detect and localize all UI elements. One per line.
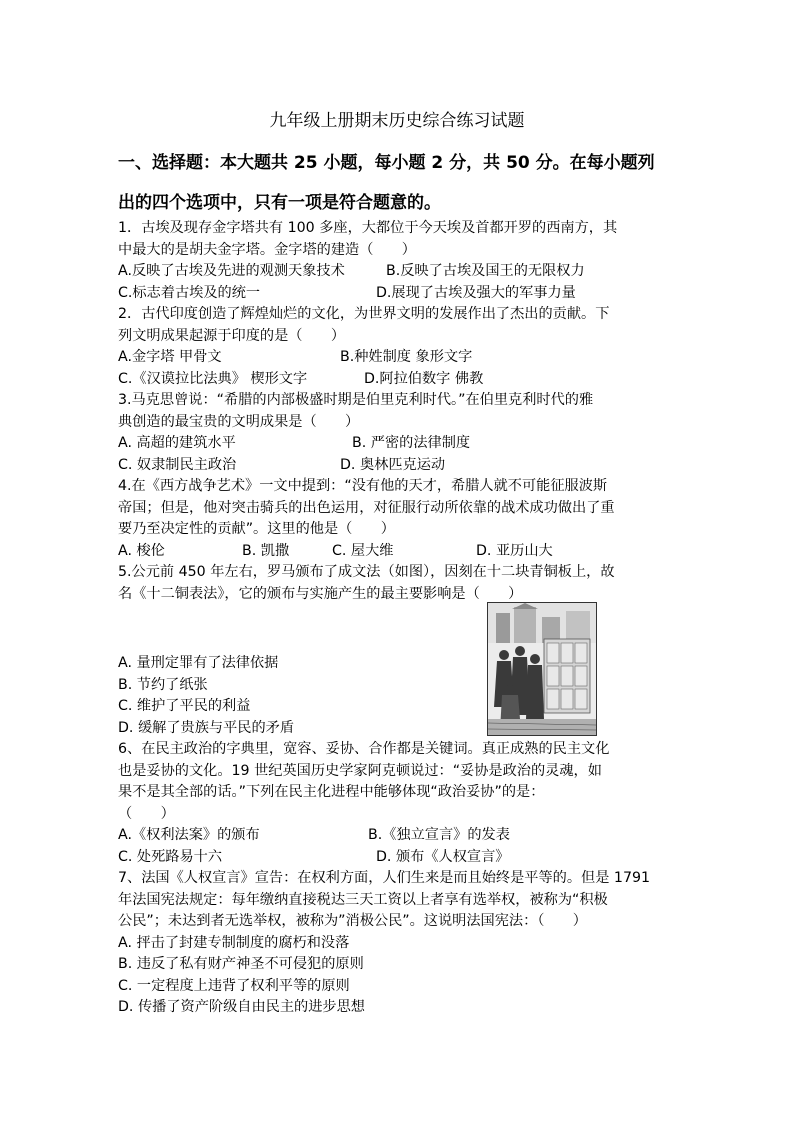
- q3-options-row-2: [118, 455, 686, 477]
- q1-stem-line-2: 中最大的是胡夫金字塔。金字塔的建造（ ）: [118, 241, 416, 258]
- q4-stem-line-2: 帝国；但是，他对突击骑兵的出色运用，对征服行动所依靠的战术成功做出了重: [118, 499, 615, 516]
- q6-option-c: C. 处死路易十六: [118, 848, 223, 865]
- q1-options-row-2: [118, 283, 686, 305]
- engraving-image: [488, 603, 596, 735]
- section-heading-line-2: 出的四个选项中，只有一项是符合题意的。: [118, 193, 441, 213]
- q2-options-row-2: [118, 369, 686, 391]
- q6-option-b: B.《独立宣言》的发表: [368, 827, 510, 843]
- q2-stem-line-1: 2．古代印度创造了辉煌灿烂的文化，为世界文明的发展作出了杰出的贡献。下: [118, 306, 610, 322]
- question-list: [118, 218, 686, 1019]
- q3-option-c: C. 奴隶制民主政治: [118, 456, 237, 473]
- q7-stem-line-1: 7、法国《人权宣言》宣告：在权利方面，人们生来是而且始终是平等的。但是 1791: [118, 870, 651, 886]
- q6-stem-line-3: 果不是其全部的话。”下列在民主化进程中能够体现“政治妥协”的是：: [118, 784, 545, 800]
- q5-option-a: A. 量刑定罪有了法律依据: [118, 655, 279, 671]
- q6-option-a: A.《权利法案》的颁布: [118, 827, 260, 843]
- q2-options-row-1: [118, 347, 686, 369]
- q6-options-row-1: [118, 825, 686, 847]
- q5-option-c: C. 维护了平民的利益: [118, 698, 251, 714]
- section-heading-line-1: 一、选择题：本大题共 25 小题，每小题 2 分，共 50 分。在每小题列: [118, 153, 655, 173]
- q2-stem-line-2: 列文明成果起源于印度的是（ ）: [118, 327, 346, 344]
- q6-option-d: D. 颁布《人权宣言》: [376, 848, 510, 865]
- q6-options-row-2: [118, 847, 686, 869]
- q3-option-b: B. 严密的法律制度: [352, 435, 471, 451]
- q6-stem-line-4: （ ）: [118, 805, 175, 822]
- q2-option-d: D.阿拉伯数字 佛教: [364, 370, 484, 387]
- q5-option-b: B. 节约了纸张: [118, 676, 208, 693]
- q5-stem-line-1: 5.公元前 450 年左右，罗马颁布了成文法（如图），因刻在十二块青铜板上，故: [118, 564, 615, 580]
- q1-option-c: C.标志着古埃及的统一: [118, 284, 261, 301]
- q7-stem-line-2: 年法国宪法规定：每年缴纳直接税达三天工资以上者享有选举权，被称为“积极: [118, 891, 608, 908]
- q3-option-a: A. 高超的建筑水平: [118, 435, 236, 451]
- q1-stem-line-1: 1．古埃及现存金字塔共有 100 多座，大都位于今天埃及首都开罗的西南方，其: [118, 220, 618, 236]
- q6-stem-line-2: 也是妥协的文化。19 世纪英国历史学家阿克顿说过：“妥协是政治的灵魂，如: [118, 762, 602, 779]
- q7-option-a: A. 抨击了封建专制制度的腐朽和没落: [118, 934, 350, 951]
- q2-option-c: C.《汉谟拉比法典》 楔形文字: [118, 370, 308, 387]
- q7-option-c: C. 一定程度上违背了权利平等的原则: [118, 977, 350, 994]
- q3-options-row-1: [118, 433, 686, 455]
- q3-stem-line-1: 3.马克思曾说：“希腊的内部极盛时期是伯里克利时代。”在伯里克利时代的雅: [118, 392, 594, 408]
- q4-options-row: [118, 541, 686, 563]
- q3-stem-line-2: 典创造的最宝贵的文明成果是（ ）: [118, 413, 360, 430]
- q5-stem-line-2: 名《十二铜表法》，它的颁布与实施产生的最主要影响是（ ）: [118, 585, 523, 602]
- q7-option-b: B. 违反了私有财产神圣不可侵犯的原则: [118, 956, 364, 972]
- q6-stem-line-1: 6、在民主政治的字典里，宽容、妥协、合作都是关键词。真正成熟的民主文化: [118, 741, 610, 757]
- q5-option-d: D. 缓解了贵族与平民的矛盾: [118, 719, 295, 736]
- q1-option-d: D.展现了古埃及强大的军事力量: [376, 284, 576, 301]
- q4-option-c: C. 屋大维: [332, 542, 394, 559]
- q1-option-b: B.反映了古埃及国王的无限权力: [386, 263, 585, 279]
- q7-stem-line-3: 公民”；未达到者无选举权，被称为”消极公民”。这说明法国宪法：（ ）: [118, 913, 587, 929]
- q4-option-d: D. 亚历山大: [476, 542, 553, 559]
- twelve-tables-illustration: [487, 602, 597, 736]
- page-title: 九年级上册期末历史综合练习试题: [269, 111, 525, 131]
- q2-option-b: B.种姓制度 象形文字: [340, 349, 473, 365]
- q4-option-a: A. 梭伦: [118, 542, 165, 559]
- q3-option-d: D. 奥林匹克运动: [340, 456, 446, 473]
- q7-option-d: D. 传播了资产阶级自由民主的进步思想: [118, 999, 365, 1015]
- q4-stem-line-3: 要乃至决定性的贡献”。这里的他是（ ）: [118, 521, 395, 537]
- q1-option-a: A.反映了古埃及先进的观测天象技术: [118, 263, 345, 279]
- q4-option-b: B. 凯撒: [242, 542, 290, 559]
- q2-option-a: A.金字塔 甲骨文: [118, 349, 222, 365]
- q4-stem-line-1: 4.在《西方战争艺术》一文中提到：“没有他的天才，希腊人就不可能征服波斯: [118, 478, 608, 494]
- q1-options-row-1: [118, 261, 686, 283]
